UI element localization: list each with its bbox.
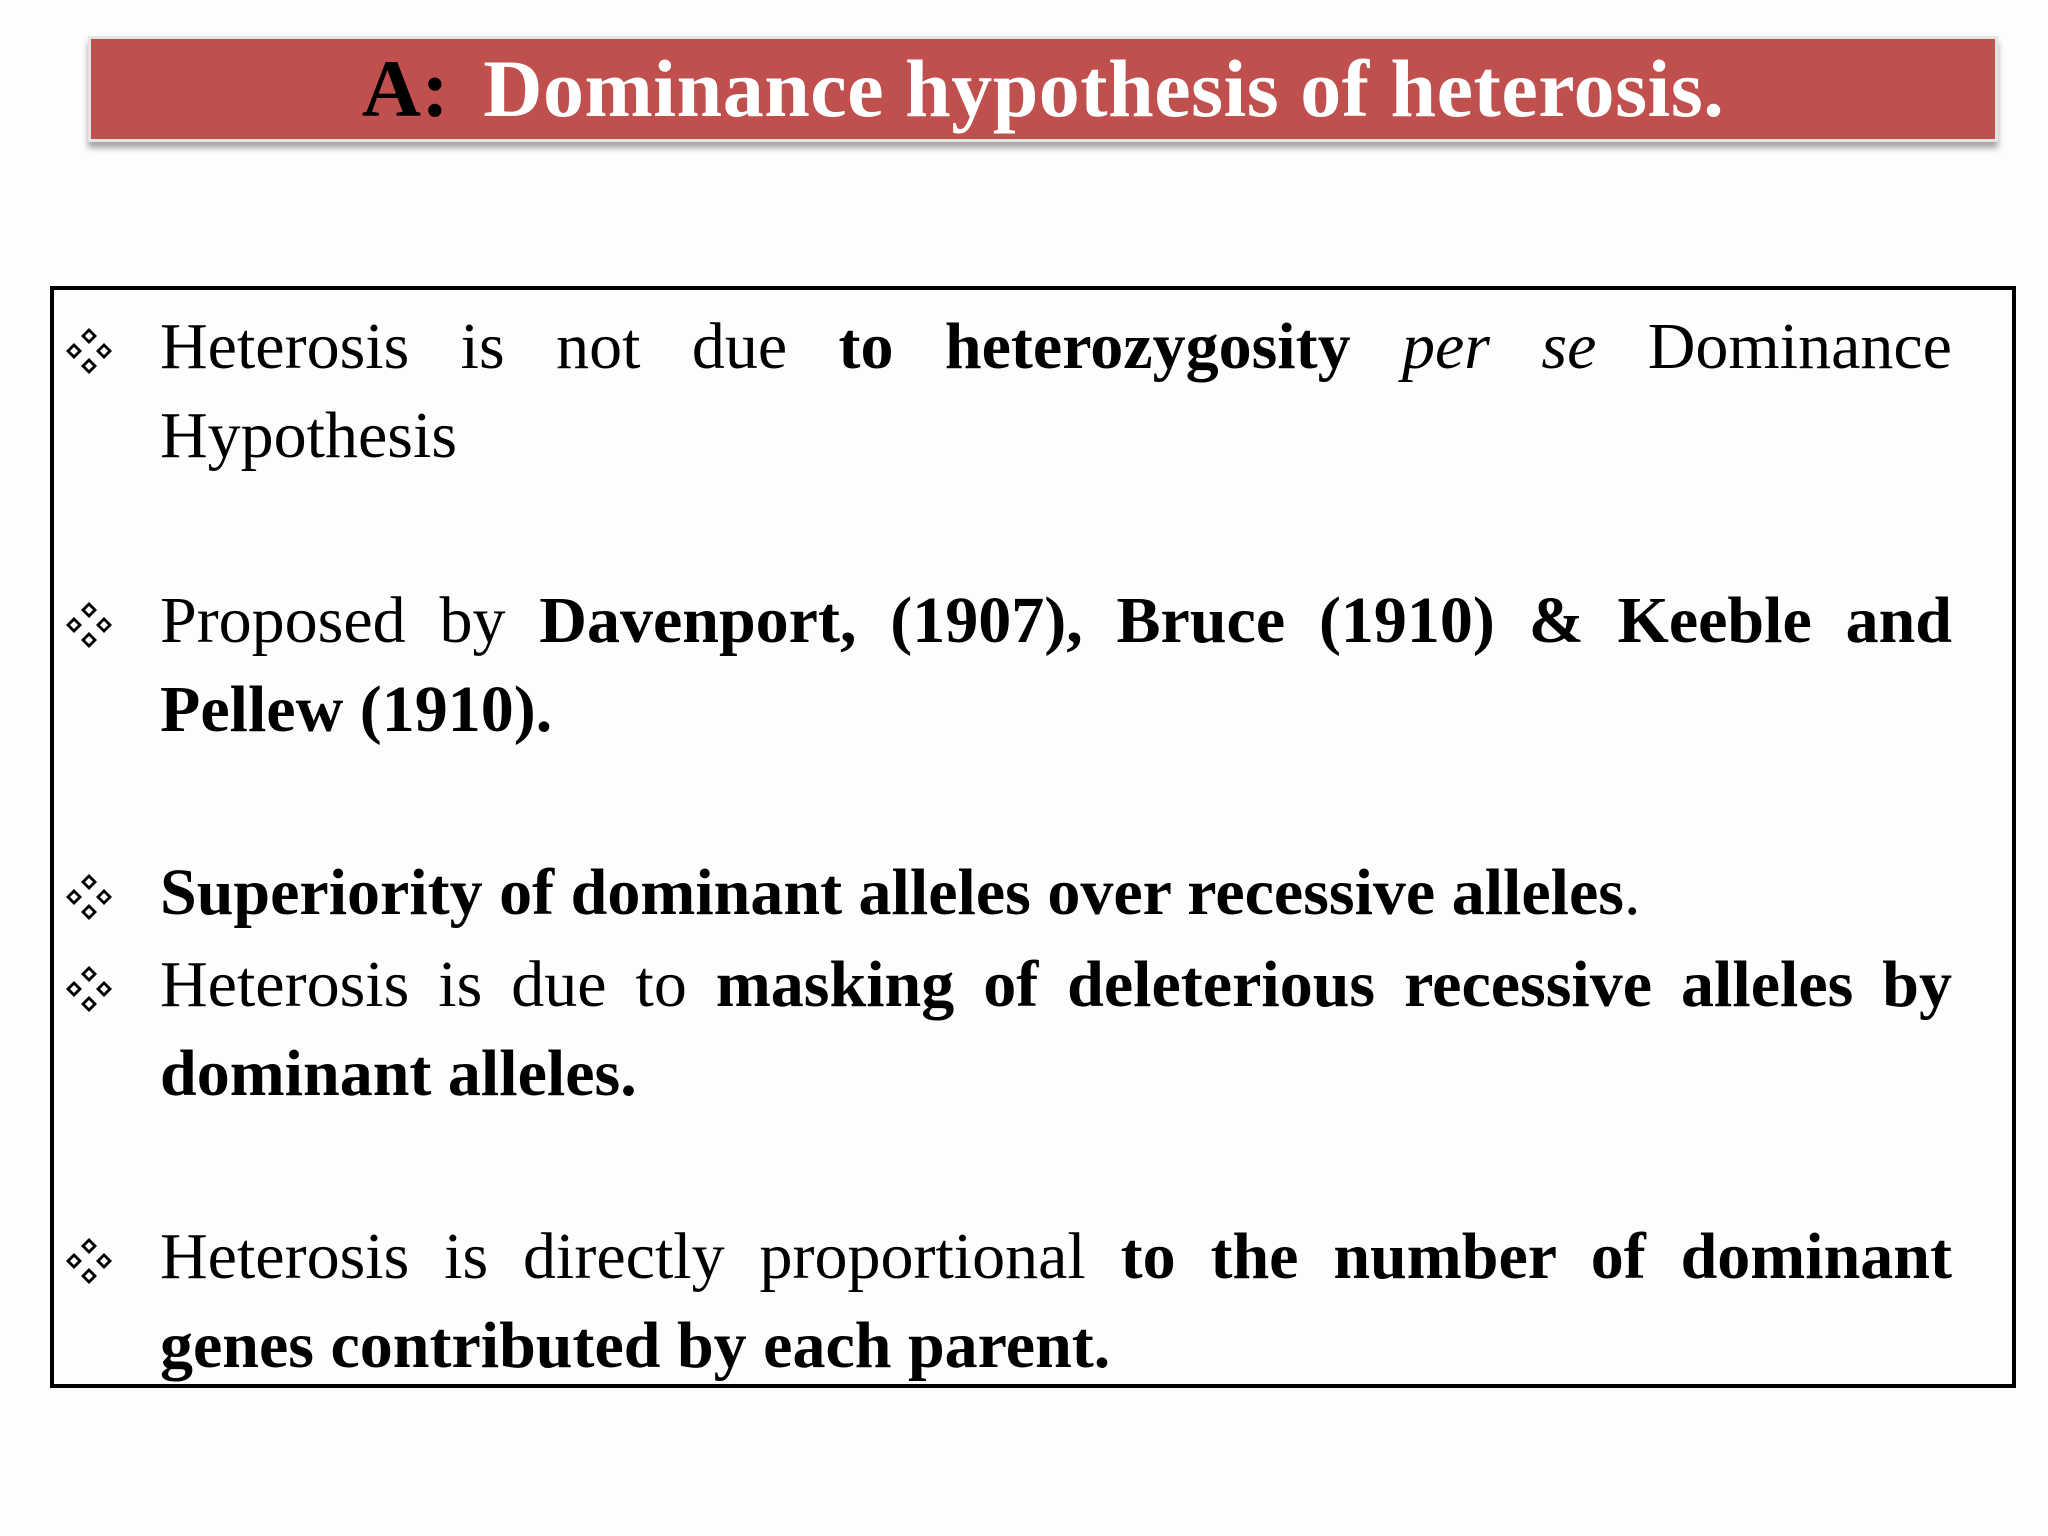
bullet-text — [160, 940, 1952, 1118]
title-main: Dominance hypothesis of heterosis. — [483, 43, 1725, 134]
bullet-text — [160, 1212, 1952, 1390]
title-banner — [88, 36, 1998, 142]
bullet-text — [160, 302, 1952, 480]
four-diamond-bullet-icon — [62, 324, 116, 378]
bullet-segment: Heterosis is directly proportional — [160, 1220, 1121, 1293]
bullet-segment-bold: Superiority of dominant alleles over recessive alleles — [160, 856, 1624, 929]
bullet-segment-bold: to the number of dominant genes contributed by each parent. — [160, 1220, 1952, 1382]
four-diamond-bullet-icon — [62, 870, 116, 924]
four-diamond-bullet-icon — [62, 598, 116, 652]
bullet-segment-bold: to heterozygosity — [838, 310, 1402, 383]
title-prefix: A: — [361, 43, 450, 134]
bullet-segment-bold: Davenport, (1907), Bruce (1910) & Keeble and Pellew (1910). — [160, 584, 1952, 746]
bullet-segment: Heterosis is not due — [160, 310, 839, 383]
bullet-segment: Dominance Hypothesis — [160, 310, 1952, 472]
bullet-segment-bold: masking of deleterious recessive alleles by dominant alleles. — [160, 948, 1952, 1110]
bullet-segment: . — [1624, 856, 1641, 929]
four-diamond-bullet-icon — [62, 1234, 116, 1288]
bullet-text — [160, 848, 1952, 937]
content-box — [50, 286, 2016, 1388]
four-diamond-bullet-icon — [62, 962, 116, 1016]
bullet-segment: Proposed by — [160, 584, 540, 657]
bullet-text — [160, 576, 1952, 754]
slide-title — [361, 43, 1725, 134]
bullet-segment: Heterosis is due to — [160, 948, 716, 1021]
bullet-segment-italic: per se — [1402, 310, 1597, 383]
